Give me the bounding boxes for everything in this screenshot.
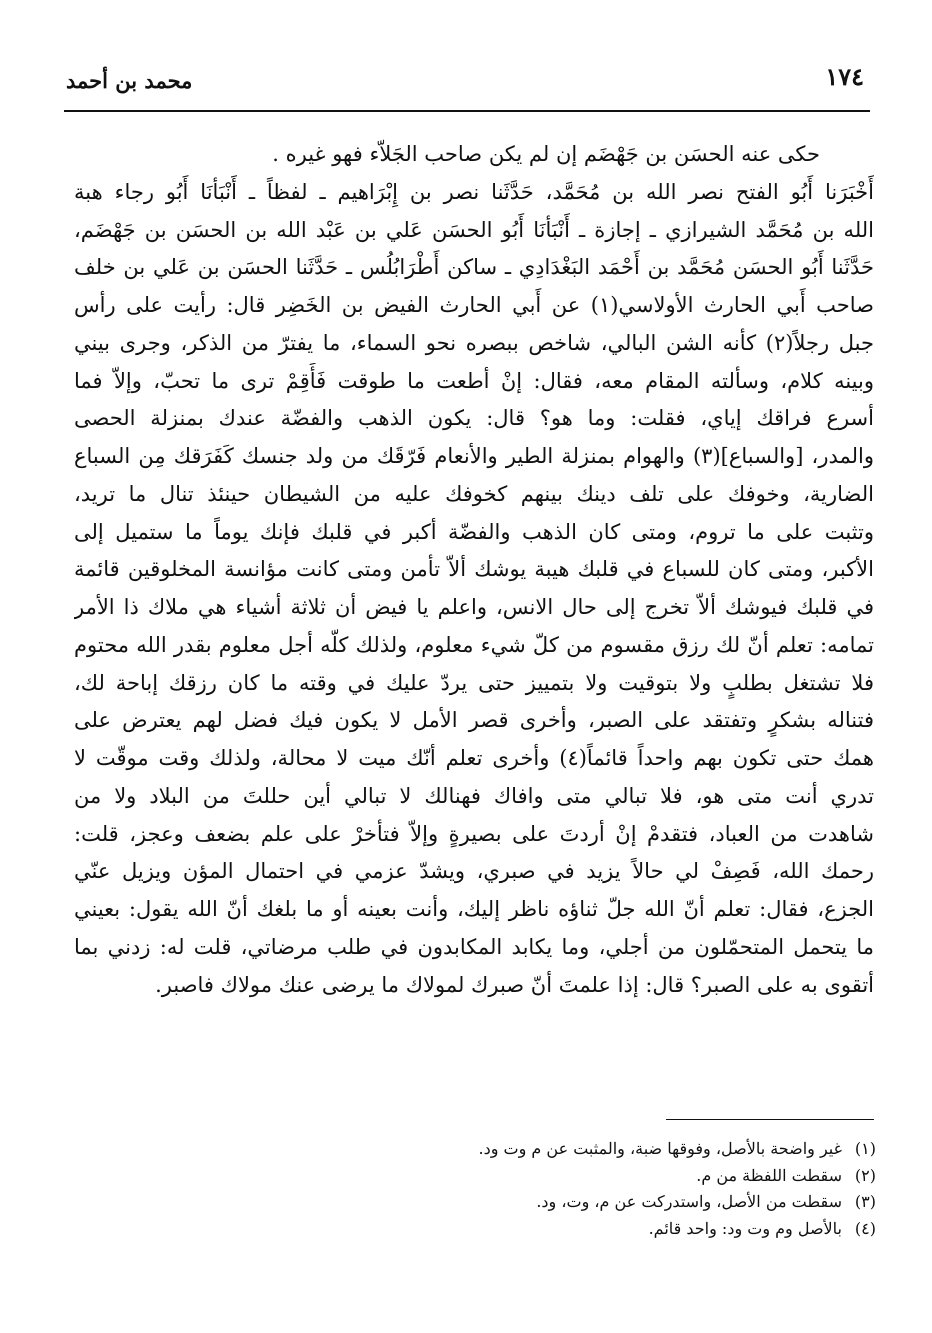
footnote	[76, 1216, 876, 1243]
footnote-text: سقطت من الأصل، واستدركت عن م، وت، ود.	[536, 1192, 842, 1211]
footnote	[76, 1136, 876, 1163]
body-line: فلا تشتغل بطلبٍ ولا بتوقيت ولا بتمييز حتى يردّ عليك في وقته ما كان رزقك إباحة لك،	[74, 670, 874, 695]
body-line: ما يتحمل المتحمّلون من أجلي، وما يكابد المكابدون في طلب مرضاتي، قلت له: زدني بما	[74, 934, 874, 959]
header-rule	[64, 110, 870, 112]
body-line: تدري أنت متى هو، فلا تبالي متى وافاك فهنالك لا تبالي أين حللتَ من البلاد ولا من	[74, 783, 874, 808]
footnote-number: (٤)	[854, 1218, 876, 1238]
body-line: شاهدت من العباد، فتقدمْ إنْ أردتَ على بصيرةٍ وإلاّ فتأخرْ على علم بضعف وعجز، قلت:	[74, 821, 874, 846]
page-number: ١٧٤	[825, 62, 864, 91]
body-line: همك حتى تكون بهم واحداً قائماً(٤) وأخرى تعلم أنّك ميت لا محالة، ولذلك وقت موقّت لا	[74, 746, 874, 770]
running-title: محمد بن أحمد	[66, 68, 193, 93]
footnote-number: (٣)	[854, 1192, 876, 1211]
body-line: الله بن مُحَمَّد الشيرازي ـ إجازة ـ أَنْبَأنَا أَبُو الحسَن عَلي بن عَبْد الله بن الحسَن بن جَهْضَم،	[74, 217, 874, 242]
footnotes	[76, 1136, 876, 1242]
body-line: الأكبر، ومتى كان للسباع في قلبك هيبة يوشك ألاّ تأمن ومتى كانت مؤانسة المخلوقين قائمة	[74, 557, 874, 582]
body-line: في قلبك فيوشك ألاّ تخرج إلى حال الانس، واعلم يا فيض أن ثلاثة أشياء هي ملاك ذا الأمر	[74, 595, 874, 619]
body-line: الضارية، وخوفك على تلف دينك بينهم كخوفك عليه من الشيطان حينئذ تنال ما تريد،	[74, 481, 874, 506]
footnote-number: (١)	[854, 1139, 876, 1158]
footnote-number: (٢)	[854, 1165, 876, 1185]
body-line: أسرع فراقك إياي، فقلت: وما هو؟ قال: يكون الذهب والفضّة عندك بمنزلة الحصى	[74, 406, 874, 431]
body-line: أتقوى به على الصبر؟ قال: إذا علمتَ أنّ صبرك لمولاك ما يرضى عنك مولاك فاصبر.	[155, 972, 874, 997]
body-line: وبينه كلام، وسألته المقام معه، فقال: إنْ أطعت ما طوقت فَأَقِمْ ترى ما تحبّ، وإلاّ فما	[74, 368, 874, 393]
footnote-text: سقطت اللفظة من م.	[696, 1165, 842, 1185]
footnote	[76, 1163, 876, 1190]
body-line: الجزع، فقال: تعلم أنّ الله جلّ ثناؤه ناظر إليك، وأنت بعينه أو ما بلغك أنّ الله يقول: بعيني	[74, 897, 874, 921]
body-line: والمدر، [والسباع](٣) والهوام بمنزلة الطير والأنعام فَرّقَك من ولد جنسك كَفَرَقك مِن السباع	[74, 444, 874, 468]
body-line: تمامه: تعلم أنّ لك رزق مقسوم من كلّ شيء معلوم، ولذلك كلّه أجل معلوم بقدر الله محتوم	[74, 632, 874, 657]
body-line: حَدَّثَنا أَبُو الحسَن مُحَمَّد بن أَحْمَد البَغْدَادِي ـ ساكن أَطْرَابُلُس ـ حَدَّثَنا الحسَن بن عَلي بن خلف	[74, 255, 874, 280]
body-text	[74, 136, 874, 1004]
body-line: وتثبت على ما تروم، ومتى كان الذهب والفضّة أكبر في قلبك فإنك يوماً ما ستميل إلى	[74, 519, 874, 544]
footnote-rule	[666, 1119, 874, 1120]
footnote-text: غير واضحة بالأصل، وفوقها ضبة، والمثبت عن م وت ود.	[478, 1139, 842, 1158]
body-line: جبل رجلاً(٢) كأنه الشن البالي، شاخص ببصره نحو السماء، ما يفترّ من الذكر، وجرى بيني	[74, 330, 874, 355]
body-line: حكى عنه الحسَن بن جَهْضَم إن لم يكن صاحب الجَلاّء فهو غيره .	[272, 142, 820, 166]
body-line: فتناله بشكرٍ وتفتقد على الصبر، وأخرى قصر الأمل لا يكون فيك فضل لهم يعترض على	[74, 708, 874, 733]
body-line: أَخْبَرَنا أَبُو الفتح نصر الله بن مُحَمَّد، حَدَّثَنا نصر بن إِبْرَاهيم ـ لفظاً ـ أَنْبَأنَا أَبُو رجاء هبة	[74, 179, 874, 204]
footnote-text: بالأصل وم وت ود: واحد قائم.	[648, 1218, 842, 1238]
footnote	[76, 1189, 876, 1216]
body-line: رحمك الله، فَصِفْ لي حالاً يزيد في صبري، ويشدّ عزمي في احتمال المؤن ويزيل عنّي	[74, 859, 874, 884]
body-line: صاحب أَبي الحارث الأولاسي(١) عن أَبي الحارث الفيض بن الخَضِر قال: رأيت على رأس	[74, 293, 874, 317]
